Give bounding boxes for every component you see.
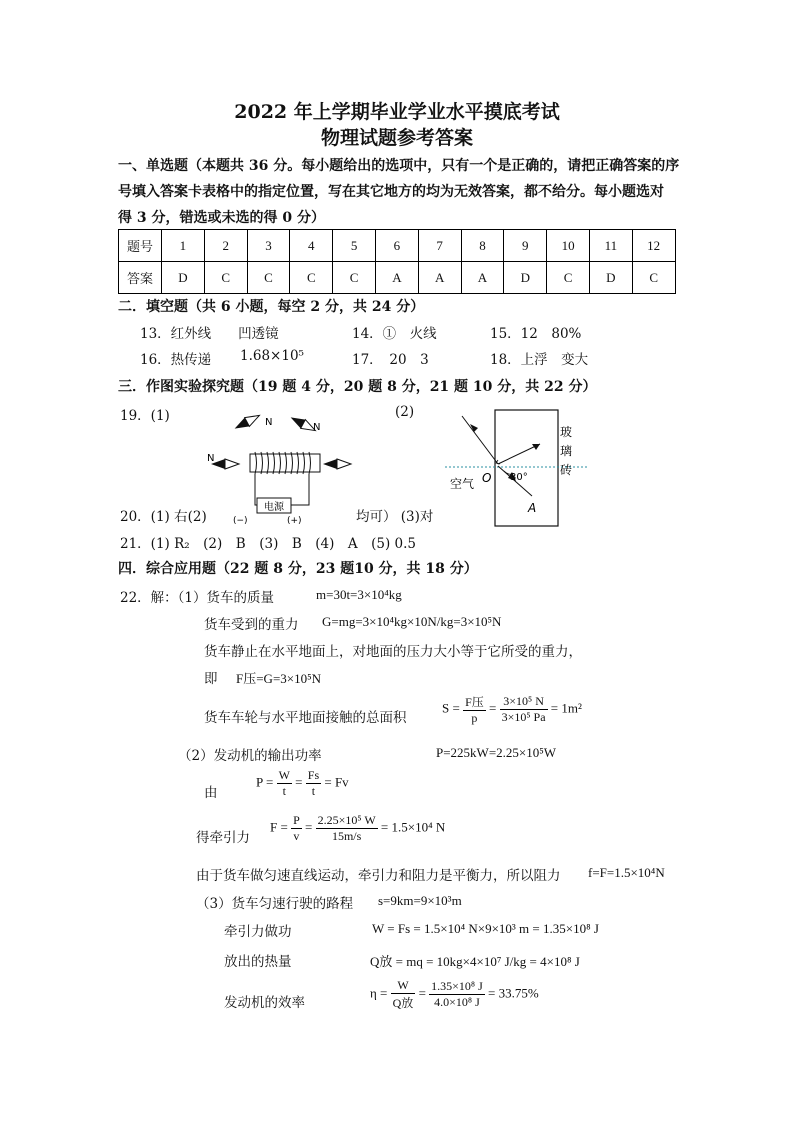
north-label: N: [265, 417, 273, 428]
fraction: [306, 768, 321, 799]
table-cell: A: [418, 262, 461, 294]
page-subtitle: 物理试题参考答案: [320, 127, 473, 149]
denominator: 15m/s: [331, 829, 362, 843]
air-label: 空气: [450, 477, 475, 491]
fraction: [316, 813, 378, 844]
denominator: t: [311, 784, 316, 798]
table-cell: A: [375, 262, 418, 294]
q22-line: 货车车轮与水平地面接触的总面积: [204, 710, 407, 726]
table-cell: C: [247, 262, 290, 294]
table-cell: 10: [547, 230, 590, 262]
fill-item: 17． 20 3: [352, 352, 429, 368]
fill-item: 1.68×10⁵: [240, 348, 304, 364]
glass-label: 璃: [560, 444, 573, 458]
q22-equation: Q放 = mq = 10kg×4×10⁷ J/kg = 4×10⁸ J: [370, 954, 580, 969]
fill-item: 16．热传递: [140, 352, 212, 368]
table-cell: C: [290, 262, 333, 294]
q22-line: 货车受到的重力: [204, 617, 299, 633]
fraction: [463, 693, 486, 726]
numerator: F压: [465, 695, 484, 709]
q20-answer-a: 20．(1) 右(2): [120, 509, 207, 525]
table-cell: 9: [504, 230, 547, 262]
table-cell: 5: [333, 230, 376, 262]
power-source-label: 电源: [264, 502, 284, 513]
table-cell: C: [632, 262, 675, 294]
electromagnet-diagram: [195, 405, 365, 530]
table-cell: C: [204, 262, 247, 294]
table-cell: 12: [632, 230, 675, 262]
section1-heading-1: 一、单选题（本题共 36 分。每小题给出的选项中，只有一个是正确的，请把正确答案的序: [118, 158, 680, 174]
q22-line: 22．解：（1）货车的质量: [120, 590, 275, 606]
q22-line: 牵引力做功: [224, 924, 292, 940]
angle-label: 30°: [510, 472, 528, 483]
formula-result: = Fv: [324, 774, 349, 790]
glass-block: [495, 410, 558, 526]
table-row-answers: [119, 262, 676, 294]
fraction: [429, 979, 485, 1010]
q22-line: （3）货车匀速行驶的路程: [196, 896, 354, 912]
q20-answer-b: 均可） (3)对: [356, 509, 434, 525]
answer-table: [118, 229, 676, 294]
fraction: [500, 694, 548, 725]
numerator: 3×10⁵ N: [500, 694, 548, 710]
table-cell: 8: [461, 230, 504, 262]
denominator: p: [471, 711, 478, 725]
table-cell: C: [333, 262, 376, 294]
formula-result: = 1.5×10⁴ N: [380, 819, 446, 835]
plus-terminal-label: (+): [287, 516, 302, 526]
north-label: N: [207, 453, 215, 464]
table-cell: 2: [204, 230, 247, 262]
table-cell: 6: [375, 230, 418, 262]
power-formula: P = $\frac{W}{t}$ = $\frac{Fs}{t}$ = Fv: [256, 768, 349, 798]
fill-item: 18．上浮 变大: [490, 352, 589, 368]
numerator: P: [293, 813, 300, 827]
q22-line: （2）发动机的输出功率: [178, 748, 322, 764]
formula-result: = 1m²: [550, 700, 582, 716]
table-cell: 7: [418, 230, 461, 262]
compass-needle-icon: [323, 459, 351, 469]
denominator: v: [293, 829, 300, 843]
q22-equation: G=mg=3×10⁴kg×10N/kg=3×10⁵N: [322, 614, 502, 629]
table-cell: D: [504, 262, 547, 294]
q22-equation: F压=G=3×10⁵N: [236, 671, 322, 686]
q22-equation: P=225kW=2.25×10⁵W: [436, 745, 557, 760]
point-a-label: A: [528, 501, 537, 515]
efficiency-formula: η = $\frac{W}{\text{Q放}}$ = $\frac{\text{1.35×10⁸ J}}{\text{4.0×10⁸ J}}$ = 33.75%: [370, 978, 539, 1010]
compass-needle-icon: [211, 459, 239, 469]
force-formula: F = $\frac{P}{v}$ = $\frac{\text{2.25×10⁵ W}}{15m/s}$ = 1.5×10⁴ N: [270, 813, 446, 843]
q22-line: 得牵引力: [196, 830, 250, 846]
table-row-numbers: [119, 230, 676, 262]
formula-lhs: S =: [442, 700, 460, 716]
formula-result: = 33.75%: [488, 985, 539, 1001]
denominator: Q放: [392, 996, 414, 1010]
numerator: W: [391, 978, 416, 994]
glass-label: 玻: [560, 425, 573, 439]
numerator: W: [278, 768, 290, 782]
minus-terminal-label: (−): [233, 516, 248, 526]
denominator: 4.0×10⁸ J: [434, 995, 480, 1009]
section3-heading: 三．作图实验探究题（19 题 4 分，20 题 8 分，21 题 10 分，共 22 分）: [118, 379, 597, 395]
fraction: [391, 978, 416, 1011]
incident-ray: [462, 416, 498, 464]
table-cell: 3: [247, 230, 290, 262]
denominator: t: [282, 784, 286, 798]
q19-label: 19．(1): [120, 408, 170, 424]
page-title: 2022 年上学期毕业学业水平摸底考试: [234, 101, 560, 123]
fraction: [277, 768, 292, 799]
reflected-ray: [498, 444, 540, 464]
q22-equation: s=9km=9×10³m: [378, 893, 462, 908]
table-header-cell: 题号: [119, 230, 162, 262]
fraction: [291, 813, 302, 844]
north-label: N: [313, 422, 321, 433]
q22-line: 发动机的效率: [224, 995, 305, 1011]
refraction-diagram: [440, 408, 590, 533]
formula-lhs: η =: [370, 985, 388, 1001]
q22-equation: W = Fs = 1.5×10⁴ N×9×10³ m = 1.35×10⁸ J: [372, 921, 599, 936]
table-cell: D: [589, 262, 632, 294]
q19-part2-label: (2): [395, 404, 415, 420]
fill-item: 14．① 火线: [352, 326, 437, 342]
table-cell: A: [461, 262, 504, 294]
q22-line: 即: [204, 671, 218, 687]
q22-equation: f=F=1.5×10⁴N: [588, 865, 665, 880]
section4-heading: 四．综合应用题（22 题 8 分，23 题10 分，共 18 分）: [118, 561, 478, 577]
numerator: 2.25×10⁵ W: [317, 813, 376, 827]
fill-item: 13．红外线 凹透镜: [140, 326, 279, 342]
section1-heading-3: 得 3 分，错选或未选的得 0 分）: [118, 210, 325, 226]
numerator: Fs: [307, 768, 320, 782]
table-cell: C: [547, 262, 590, 294]
compass-needle-icon: [232, 411, 261, 433]
table-header-cell: 答案: [119, 262, 162, 294]
table-cell: 1: [162, 230, 205, 262]
table-cell: D: [162, 262, 205, 294]
q21-answer: 21．(1) R₂ (2) B (3) B (4) A (5) 0.5: [120, 536, 417, 552]
section2-heading: 二．填空题（共 6 小题，每空 2 分，共 24 分）: [118, 299, 425, 315]
q22-line: 货车静止在水平地面上，对地面的压力大小等于它所受的重力，: [204, 644, 582, 660]
q22-equation: m=30t=3×10⁴kg: [316, 587, 402, 602]
glass-label: 砖: [560, 463, 573, 477]
q22-line: 由: [204, 785, 218, 801]
q22-line: 由于货车做匀速直线运动，牵引力和阻力是平衡力，所以阻力: [196, 868, 561, 884]
denominator: 3×10⁵ Pa: [501, 710, 546, 724]
fill-item: 15．12 80%: [490, 326, 582, 342]
q22-line: 放出的热量: [224, 954, 292, 970]
table-cell: 11: [589, 230, 632, 262]
table-cell: 4: [290, 230, 333, 262]
formula-lhs: F =: [270, 819, 288, 835]
point-o-label: O: [482, 471, 492, 485]
formula-lhs: P =: [256, 774, 274, 790]
section1-heading-2: 号填入答案卡表格中的指定位置，写在其它地方的均为无效答案，都不给分。每小题选对: [118, 184, 664, 200]
area-formula: S = $\frac{\text{F压}}{p}$ = $\frac{\text{3×10⁵ N}}{\text{3×10⁵ Pa}}$ = 1m²: [442, 694, 582, 725]
numerator: 1.35×10⁸ J: [431, 979, 483, 993]
